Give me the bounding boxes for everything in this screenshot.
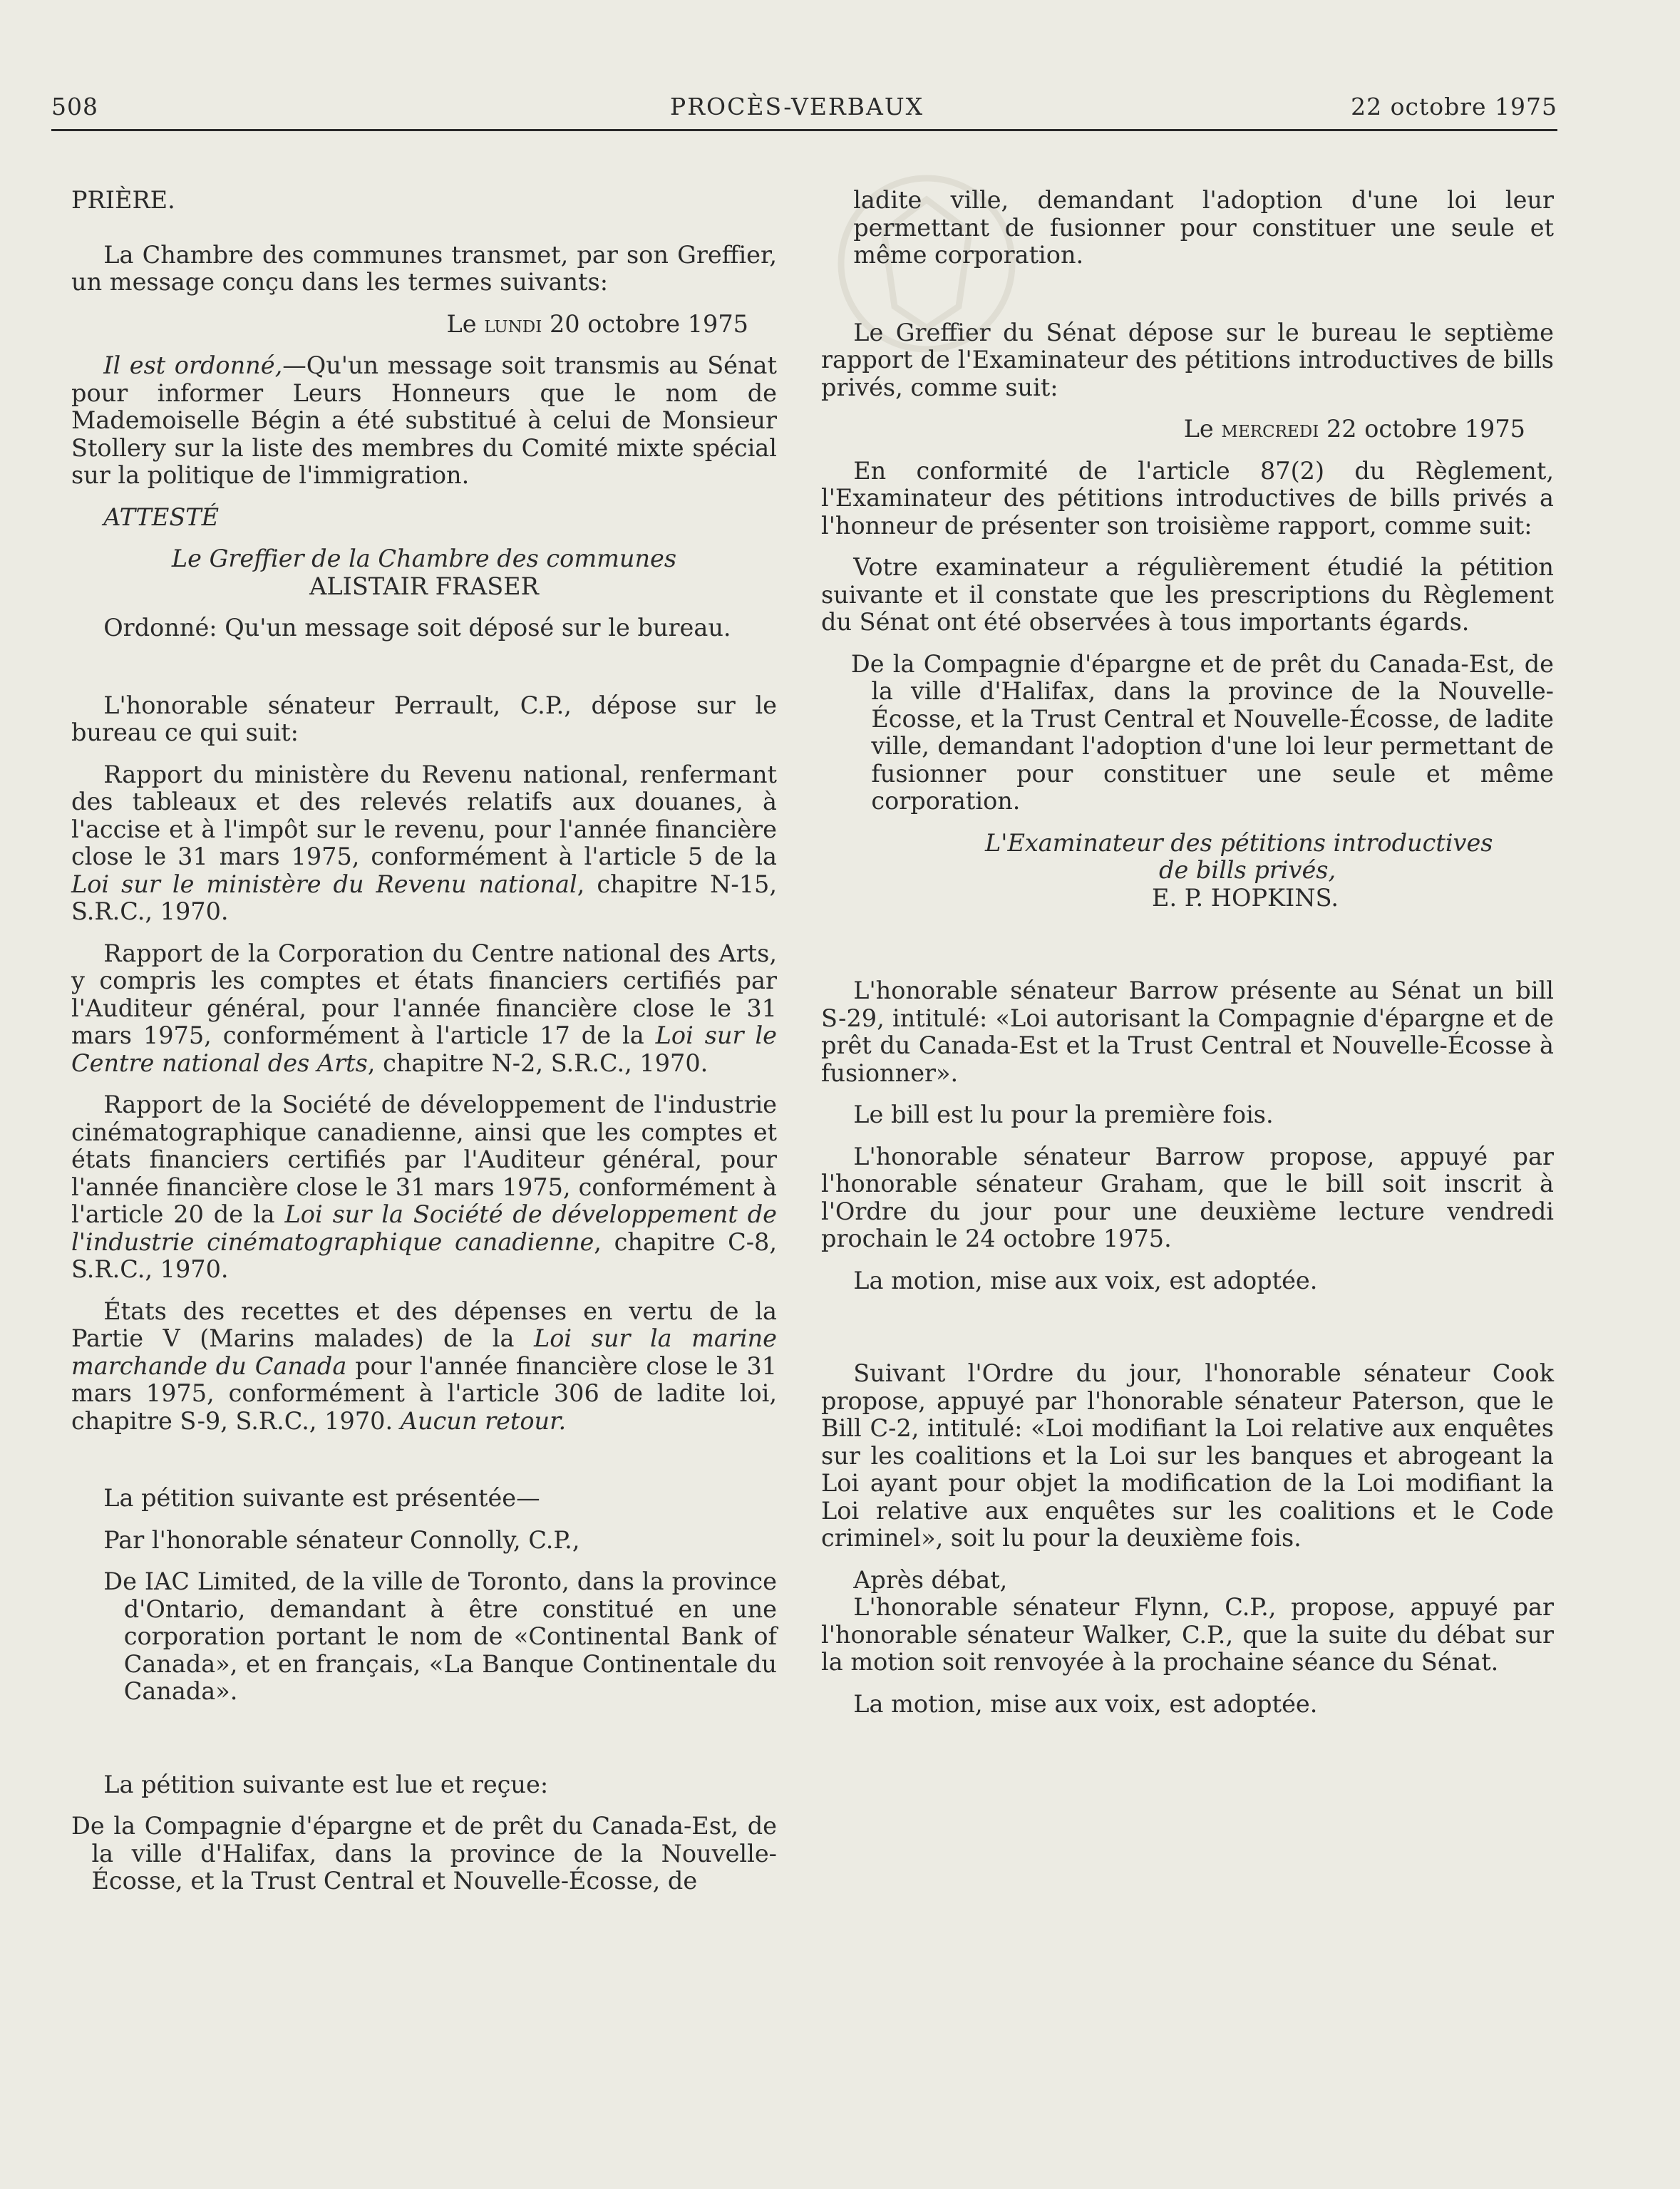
ordonne-depose: Ordonné: Qu'un message soit déposé sur le bureau. — [103, 614, 731, 642]
examinateur-title-line1: L'Examinateur des pétitions introductives — [985, 828, 1493, 857]
message-date: Le lundi 20 octobre 1975 — [446, 309, 748, 338]
rapport-centre-national-arts: Rapport de la Corporation du Centre national des Arts, y compris les comptes et états financiers certifiés par l'Auditeur général, pour l'année financière close le 31 mars 1975, conformément à l'article 17 de la Loi sur le Centre national des Arts, chapitre N-2, S.R.C., 1970. — [71, 939, 777, 1077]
votre-examinateur-paragraph: Votre examinateur a régulièrement étudié la pétition suivante et il constate que les prescriptions du Règlement du Sénat ont été observées à tous importants égards. — [821, 553, 1554, 636]
compagnie-petition-continued: ladite ville, demandant l'adoption d'une loi leur permettant de fusionner pour constituer une seule et même corporation. — [853, 186, 1554, 269]
cook-motion: Suivant l'Ordre du jour, l'honorable sénateur Cook propose, appuyé par l'honorable sénateur Paterson, que le Bill C-2, intitulé: «Loi modifiant la Loi relative aux enquêtes sur les coalitions et la Loi sur les banques et abrogeant la Loi ayant pour objet la modification de la Loi modifiant la Loi relative aux enquêtes sur les coalitions et le Code criminel», soit lu pour la deuxième fois. — [821, 1359, 1554, 1552]
barrow-presente: L'honorable sénateur Barrow présente au Sénat un bill S-29, intitulé: «Loi autorisant la Compagnie d'épargne et de prêt du Canada-Est et la Trust Central et Nouvelle-Écosse à fusionner». — [821, 977, 1554, 1087]
greffier-name: ALISTAIR FRASER — [309, 572, 539, 600]
priere-heading: PRIÈRE. — [71, 186, 175, 214]
compagnie-petition-full: De la Compagnie d'épargne et de prêt du Canada-Est, de la ville d'Halifax, dans la province de la Nouvelle-Écosse, et la Trust Central et Nouvelle-Écosse, de ladite ville, demandant l'adoption d'une loi leur permettant de fusionner pour constituer une seule et même corporation. — [850, 649, 1554, 815]
flynn-motion: L'honorable sénateur Flynn, C.P., propose, appuyé par l'honorable sénateur Walker, C.P., que la suite du débat sur la motion soit renvoyée à la prochaine séance du Sénat. — [821, 1593, 1554, 1676]
premiere-lecture: Le bill est lu pour la première fois. — [853, 1101, 1274, 1128]
petition-presentee: La pétition suivante est présentée— — [103, 1484, 540, 1512]
greffier-senat-depose: Le Greffier du Sénat dépose sur le bureau le septième rapport de l'Examinateur des pétitions introductives de bills privés, comme suit: — [821, 318, 1554, 401]
barrow-propose: L'honorable sénateur Barrow propose, appuyé par l'honorable sénateur Graham, que le bill soit inscrit à l'Ordre du jour pour une deuxième lecture vendredi prochain le 24 octobre 1975. — [821, 1142, 1554, 1252]
motion-adoptee-1: La motion, mise aux voix, est adoptée. — [853, 1266, 1318, 1294]
running-title: PROCÈS-VERBAUX — [670, 93, 924, 120]
par-connolly: Par l'honorable sénateur Connolly, C.P., — [103, 1525, 580, 1554]
rapport-revenu-national: Rapport du ministère du Revenu national, renfermant des tableaux et des relevés relatifs aux douanes, à l'accise et à l'impôt sur le revenu, pour l'année financière close le 31 mars 1975, conformément à l'article 5 de la Loi sur le ministère du Revenu national, chapitre N-15, S.R.C., 1970. — [71, 760, 777, 925]
header-date: 22 octobre 1975 — [1351, 93, 1557, 120]
greffier-title: Le Greffier de la Chambre des communes — [171, 545, 677, 572]
examinateur-name: E. P. HOPKINS. — [1152, 883, 1339, 912]
iac-petition: De IAC Limited, de la ville de Toronto, dans la province d'Ontario, demandant à être constitué en une corporation portant le nom de «Continental Bank of Canada», et en français, «La Banque Continentale du Canada». — [103, 1567, 777, 1705]
perrault-intro: L'honorable sénateur Perrault, C.P., dépose sur le bureau ce qui suit: — [71, 691, 777, 746]
atteste-label: ATTESTÉ — [103, 503, 220, 531]
rapport-industrie-cinematographique: Rapport de la Société de développement de l'industrie cinématographique canadienne, ainsi que les comptes et états financiers certifiés par l'Auditeur général, pour l'année financière close le 31 mars 1975, conformément à l'article 20 de la Loi sur la Société de développement de l'industrie cinématographique canadienne, chapitre C-8, S.R.C., 1970. — [71, 1091, 777, 1283]
commons-message-intro: La Chambre des communes transmet, par son Greffier, un message conçu dans les termes suivants: — [71, 240, 777, 296]
ordonne-paragraph: Il est ordonné,—Qu'un message soit transmis au Sénat pour informer Leurs Honneurs que le nom de Mademoiselle Bégin a été substitué à celui de Monsieur Stollery sur la liste des membres du Comité mixte spécial sur la politique de l'immigration. — [71, 351, 777, 489]
compagnie-petition-start: De la Compagnie d'épargne et de prêt du Canada-Est, de la ville d'Halifax, dans la province de la Nouvelle-Écosse, et la Trust Central et Nouvelle-Écosse, de — [71, 1812, 777, 1895]
left-column — [71, 187, 777, 1895]
petition-lue: La pétition suivante est lue et reçue: — [103, 1770, 549, 1798]
right-column — [821, 187, 1554, 1718]
page-number: 508 — [51, 93, 98, 120]
rapport-date: Le mercredi 22 octobre 1975 — [1183, 415, 1525, 443]
etats-recettes-depenses: États des recettes et des dépenses en vertu de la Partie V (Marins malades) de la Loi sur la marine marchande du Canada pour l'année financière close le 31 mars 1975, conformément à l'article 306 de ladite loi, chapitre S-9, S.R.C., 1970. Aucun retour. — [71, 1297, 778, 1435]
conformite-paragraph: En conformité de l'article 87(2) du Règlement, l'Examinateur des pétitions introductives de bills privés a l'honneur de présenter son troisième rapport, comme suit: — [821, 456, 1554, 540]
header-rule — [51, 129, 1557, 131]
motion-adoptee-2: La motion, mise aux voix, est adoptée. — [853, 1689, 1318, 1718]
apres-debat: Après débat, — [853, 1565, 1008, 1594]
examinateur-title-line2: de bills privés, — [1159, 856, 1336, 884]
